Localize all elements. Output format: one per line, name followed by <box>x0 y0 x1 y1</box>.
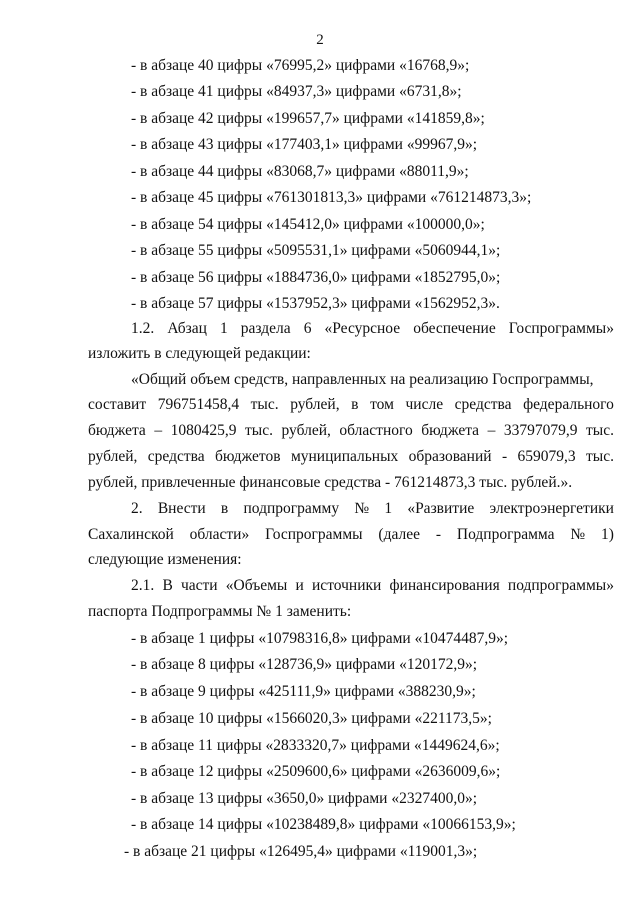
list-item: - в абзаце 11 цифры «2833320,7» цифрами «1449624,6»; <box>131 737 500 754</box>
section-1-2-first-line <box>131 320 614 338</box>
word: Госпрограммы <box>265 526 363 543</box>
word: источники <box>312 577 382 594</box>
word: средства <box>147 448 205 465</box>
list-item: - в абзаце 21 цифры «126495,4» цифрами «119001,3»; <box>124 843 478 860</box>
word: тыс. <box>245 422 273 439</box>
word: бюджета <box>88 422 146 439</box>
word: муниципальных <box>290 448 399 465</box>
list-item: - в абзаце 12 цифры «2509600,6» цифрами «2636009,6»; <box>131 763 501 780</box>
list-item: - в абзаце 54 цифры «145412,0» цифрами «100000,0»; <box>131 216 485 233</box>
word: – <box>487 422 496 439</box>
list-item: - в абзаце 41 цифры «84937,3» цифрами «6731,8»; <box>131 83 462 100</box>
section-2-1-second-line: паспорта Подпрограммы № 1 заменить: <box>88 603 352 620</box>
word: раздела <box>240 320 291 337</box>
word: в <box>351 396 359 413</box>
word: 6 <box>303 320 312 337</box>
word: 1 <box>219 320 228 337</box>
word: областного <box>339 422 413 439</box>
section-1-2-second-line: изложить в следующей редакции: <box>88 345 311 362</box>
section-2-first-line <box>131 500 614 518</box>
section-2-third-line: следующие изменения: <box>88 551 242 568</box>
list-item: - в абзаце 8 цифры «128736,9» цифрами «120172,9»; <box>131 656 478 673</box>
word: том <box>370 396 394 413</box>
list-item: - в абзаце 56 цифры «1884736,0» цифрами «1852795,0»; <box>131 269 501 286</box>
quote-line: «Общий объем средств, направленных на реализацию Госпрограммы, <box>131 371 594 388</box>
list-item: - в абзаце 57 цифры «1537952,3» цифрами «1562952,3». <box>131 295 500 312</box>
word: тыс. <box>586 448 614 465</box>
word: образований <box>408 448 492 465</box>
list-item: - в абзаце 55 цифры «5095531,1» цифрами «5060944,1»; <box>131 242 501 259</box>
list-item: - в абзаце 14 цифры «10238489,8» цифрами «10066153,9»; <box>131 816 516 833</box>
word: федерального <box>523 396 614 413</box>
list-item: - в абзаце 40 цифры «76995,2» цифрами «16768,9»; <box>131 57 470 74</box>
section-2-second-line <box>88 526 614 544</box>
word: 1080425,9 <box>170 422 237 439</box>
word: 1) <box>601 526 614 543</box>
word: Подпрограмма <box>456 526 555 543</box>
list-item: - в абзаце 13 цифры «3650,0» цифрами «2327400,0»; <box>131 790 478 807</box>
word: финансирования <box>389 577 500 594</box>
list-item: - в абзаце 9 цифры «425111,9» цифрами «388230,9»; <box>131 683 476 700</box>
word: электроэнергетики <box>489 500 614 517</box>
list-item: - в абзаце 45 цифры «761301813,3» цифрами «761214873,3»; <box>131 189 532 206</box>
word: 2. <box>131 500 143 517</box>
quote-line <box>88 422 614 440</box>
word: 2.1. <box>131 577 155 594</box>
word: - <box>435 526 442 543</box>
word: тыс. <box>586 422 614 439</box>
word: Внести <box>157 500 206 517</box>
word: составит <box>88 396 147 413</box>
word: 1.2. <box>131 320 155 337</box>
word: рублей, <box>88 448 138 465</box>
word: Сахалинской <box>88 526 174 543</box>
word: рублей, <box>290 396 340 413</box>
word: Госпрограммы» <box>508 320 614 337</box>
word: подпрограммы» <box>507 577 614 594</box>
word: области» <box>189 526 250 543</box>
word: числе <box>405 396 444 413</box>
list-item: - в абзаце 42 цифры «199657,7» цифрами «141859,8»; <box>131 110 485 127</box>
word: бюджета <box>421 422 480 439</box>
word: средства <box>454 396 512 413</box>
word: обеспечение <box>413 320 496 337</box>
word: Абзац <box>167 320 207 337</box>
word: и <box>295 577 304 594</box>
word: «Ресурсное <box>324 320 401 337</box>
word: «Развитие <box>407 500 475 517</box>
word: 796751458,4 <box>157 396 240 413</box>
word: в <box>220 500 229 517</box>
word: 659079,3 <box>517 448 576 465</box>
quote-line <box>88 396 614 414</box>
quote-line <box>88 448 614 466</box>
list-item: - в абзаце 1 цифры «10798316,8» цифрами «10474487,9»; <box>131 630 509 647</box>
word: № <box>570 526 586 543</box>
list-item: - в абзаце 10 цифры «1566020,3» цифрами «221173,5»; <box>131 710 492 727</box>
word: – <box>154 422 163 439</box>
word: рублей, <box>281 422 331 439</box>
word: 1 <box>384 500 393 517</box>
word: - <box>501 448 508 465</box>
word: подпрограмму <box>243 500 340 517</box>
quote-line: рублей, привлеченные финансовые средства - 761214873,3 тыс. рублей.». <box>88 474 573 491</box>
word: тыс. <box>250 396 279 413</box>
word: бюджетов <box>214 448 281 465</box>
word: В <box>162 577 173 594</box>
word: части <box>180 577 218 594</box>
list-item: - в абзаце 43 цифры «177403,1» цифрами «99967,9»; <box>131 136 478 153</box>
word: 33797079,9 <box>503 422 578 439</box>
section-2-1-first-line <box>131 577 614 595</box>
word: № <box>354 500 370 517</box>
list-item: - в абзаце 44 цифры «83068,7» цифрами «88011,9»; <box>131 163 469 180</box>
page-number: 2 <box>316 32 324 48</box>
word: (далее <box>378 526 420 543</box>
word: «Объемы <box>225 577 288 594</box>
